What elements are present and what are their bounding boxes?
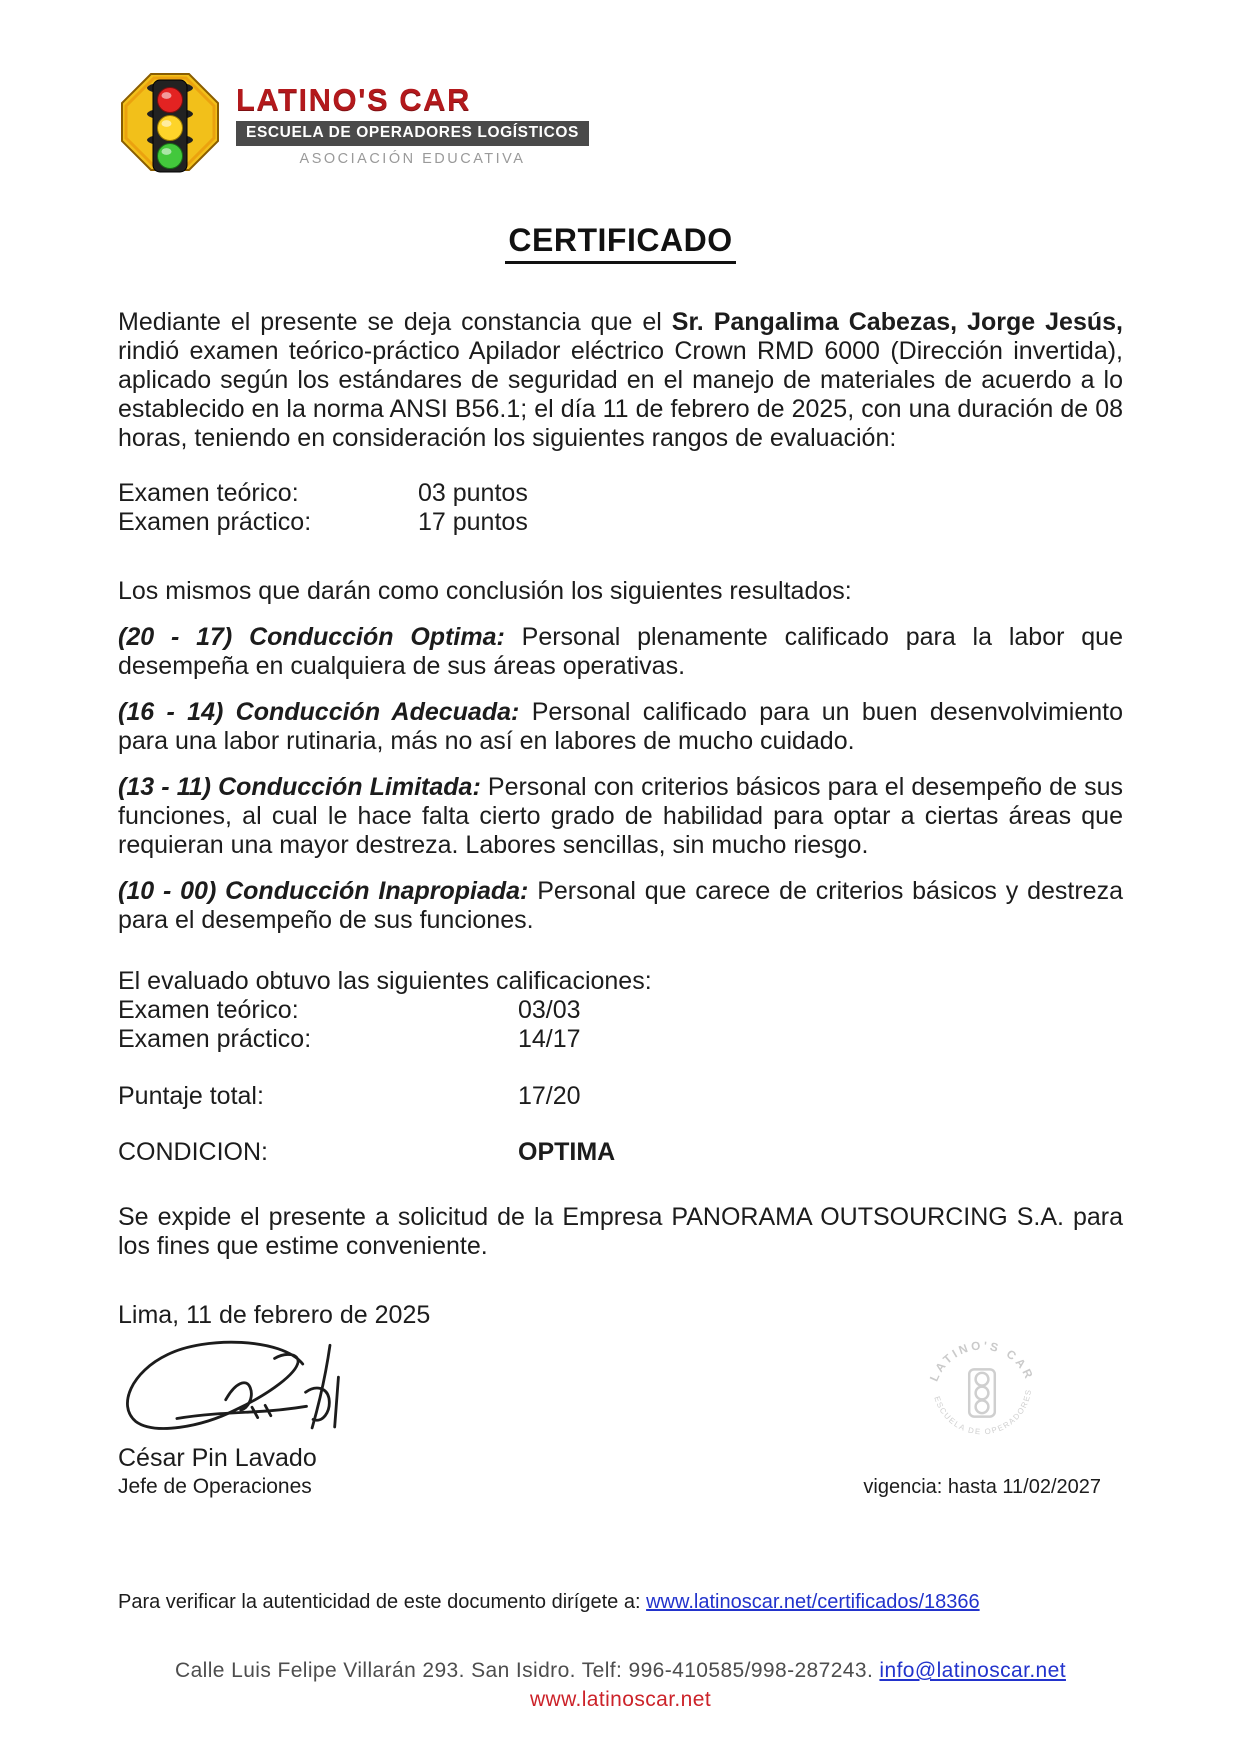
- category-range-label: (20 - 17) Conducción Optima:: [118, 623, 505, 651]
- results-heading: El evaluado obtuvo las siguientes calificaciones:: [118, 967, 652, 995]
- logo: [118, 70, 1123, 174]
- verification-label: Para verificar la autenticidad de este documento dirígete a:: [118, 1591, 647, 1613]
- association-tagline: ASOCIACIÓN EDUCATIVA: [299, 151, 526, 167]
- date-line: Lima, 11 de febrero de 2025: [118, 1301, 431, 1329]
- intro-paragraph: [118, 308, 1123, 453]
- score-value: 03 puntos: [418, 479, 528, 507]
- footer-email-link[interactable]: info@latinoscar.net: [879, 1659, 1066, 1682]
- signatory-name: César Pin Lavado: [118, 1444, 317, 1472]
- total-label: Puntaje total:: [118, 1082, 264, 1110]
- result-row-total: [118, 1082, 1123, 1111]
- category-limitada: [118, 773, 1123, 860]
- total-value: 17/20: [518, 1082, 581, 1110]
- category-description: Personal que carece de criterios básicos y destreza para el desempeño de sus funciones.: [118, 877, 1123, 934]
- result-row-theory: [118, 996, 1123, 1025]
- footer: [118, 1658, 1123, 1713]
- category-inapropiada: [118, 877, 1123, 935]
- result-row-condition: [118, 1138, 1123, 1167]
- signatory-role: Jefe de Operaciones: [118, 1475, 312, 1498]
- intro-post: rindió examen teórico-práctico Apilador eléctrico Crown RMD 6000 (Dirección invertida), aplicado según los estándares de seguridad en el manejo de materiales de acuerdo a lo establecido en la norma ANSI B56.1; el día 11 de febrero de 2025, con una duración de 08 horas, teniendo en consideración los siguientes rangos de evaluación:: [118, 337, 1123, 452]
- signature-area: [118, 1334, 1123, 1544]
- category-range-label: (10 - 00) Conducción Inapropiada:: [118, 877, 529, 905]
- results-block: [118, 967, 1123, 1167]
- certificate-title: CERTIFICADO: [505, 222, 735, 264]
- score-row-theory: [118, 479, 1123, 508]
- score-label: Examen práctico:: [118, 508, 312, 536]
- svg-text:LATINO'S CAR: [927, 1338, 1037, 1383]
- condition-value: OPTIMA: [518, 1138, 616, 1166]
- category-description: Personal calificado para un buen desenvolvimiento para una labor rutinaria, más no así en labores de mucho cuidado.: [118, 698, 1124, 755]
- category-adecuada: [118, 698, 1123, 756]
- verification-link[interactable]: www.latinoscar.net/certificados/18366: [646, 1591, 980, 1613]
- category-description: Personal plenamente calificado para la labor que desempeña en cualquiera de sus áreas operativas.: [118, 623, 1123, 680]
- exam-scores-block: [118, 479, 1123, 537]
- result-label: Examen práctico:: [118, 1025, 312, 1053]
- stamp-watermark-icon: [918, 1328, 1046, 1456]
- score-label: Examen teórico:: [118, 479, 299, 507]
- verification-line: [118, 1590, 1123, 1614]
- footer-website: www.latinoscar.net: [529, 1688, 712, 1711]
- footer-address-line: [118, 1658, 1123, 1684]
- footer-address: Calle Luis Felipe Villarán 293. San Isidro. Telf: 996-410585/998-287243.: [175, 1659, 880, 1682]
- conclusion-intro: Los mismos que darán como conclusión los siguientes resultados:: [118, 577, 852, 605]
- logo-text: [236, 70, 589, 167]
- issuance-paragraph: Se expide el presente a solicitud de la Empresa PANORAMA OUTSOURCING S.A. para los fines que estime conveniente.: [118, 1203, 1123, 1260]
- stamp-arc-bottom-text: ESCUELA DE OPERADORES: [932, 1387, 1034, 1437]
- role-row: [118, 1475, 1123, 1499]
- condition-label: CONDICION:: [118, 1138, 268, 1166]
- signature-icon: [112, 1334, 362, 1442]
- result-value: 14/17: [518, 1025, 581, 1053]
- category-optima: [118, 623, 1123, 681]
- title-row: [118, 222, 1123, 264]
- score-value: 17 puntos: [418, 508, 528, 536]
- intro-pre: Mediante el presente se deja constancia que el: [118, 308, 672, 336]
- certified-person-name: Sr. Pangalima Cabezas, Jorge Jesús,: [671, 308, 1123, 336]
- result-label: Examen teórico:: [118, 996, 299, 1024]
- result-row-practice: [118, 1025, 1123, 1054]
- school-banner: ESCUELA DE OPERADORES LOGÍSTICOS: [236, 121, 589, 146]
- brand-name: LATINO'S CAR: [236, 82, 471, 117]
- result-value: 03/03: [518, 996, 581, 1024]
- category-range-label: (13 - 11) Conducción Limitada:: [118, 773, 481, 801]
- category-range-label: (16 - 14) Conducción Adecuada:: [118, 698, 520, 726]
- traffic-light-logo-icon: [118, 70, 222, 174]
- stamp-arc-top-text: LATINO'S CAR: [926, 1338, 1038, 1384]
- score-row-practice: [118, 508, 1123, 537]
- validity-text: vigencia: hasta 11/02/2027: [863, 1476, 1101, 1498]
- category-description: Personal con criterios básicos para el desempeño de sus funciones, al cual le hace falta cierto grado de habilidad para optar a ciertas áreas que requieran una mayor destreza. Labores sencillas, sin mucho riesgo.: [118, 773, 1123, 859]
